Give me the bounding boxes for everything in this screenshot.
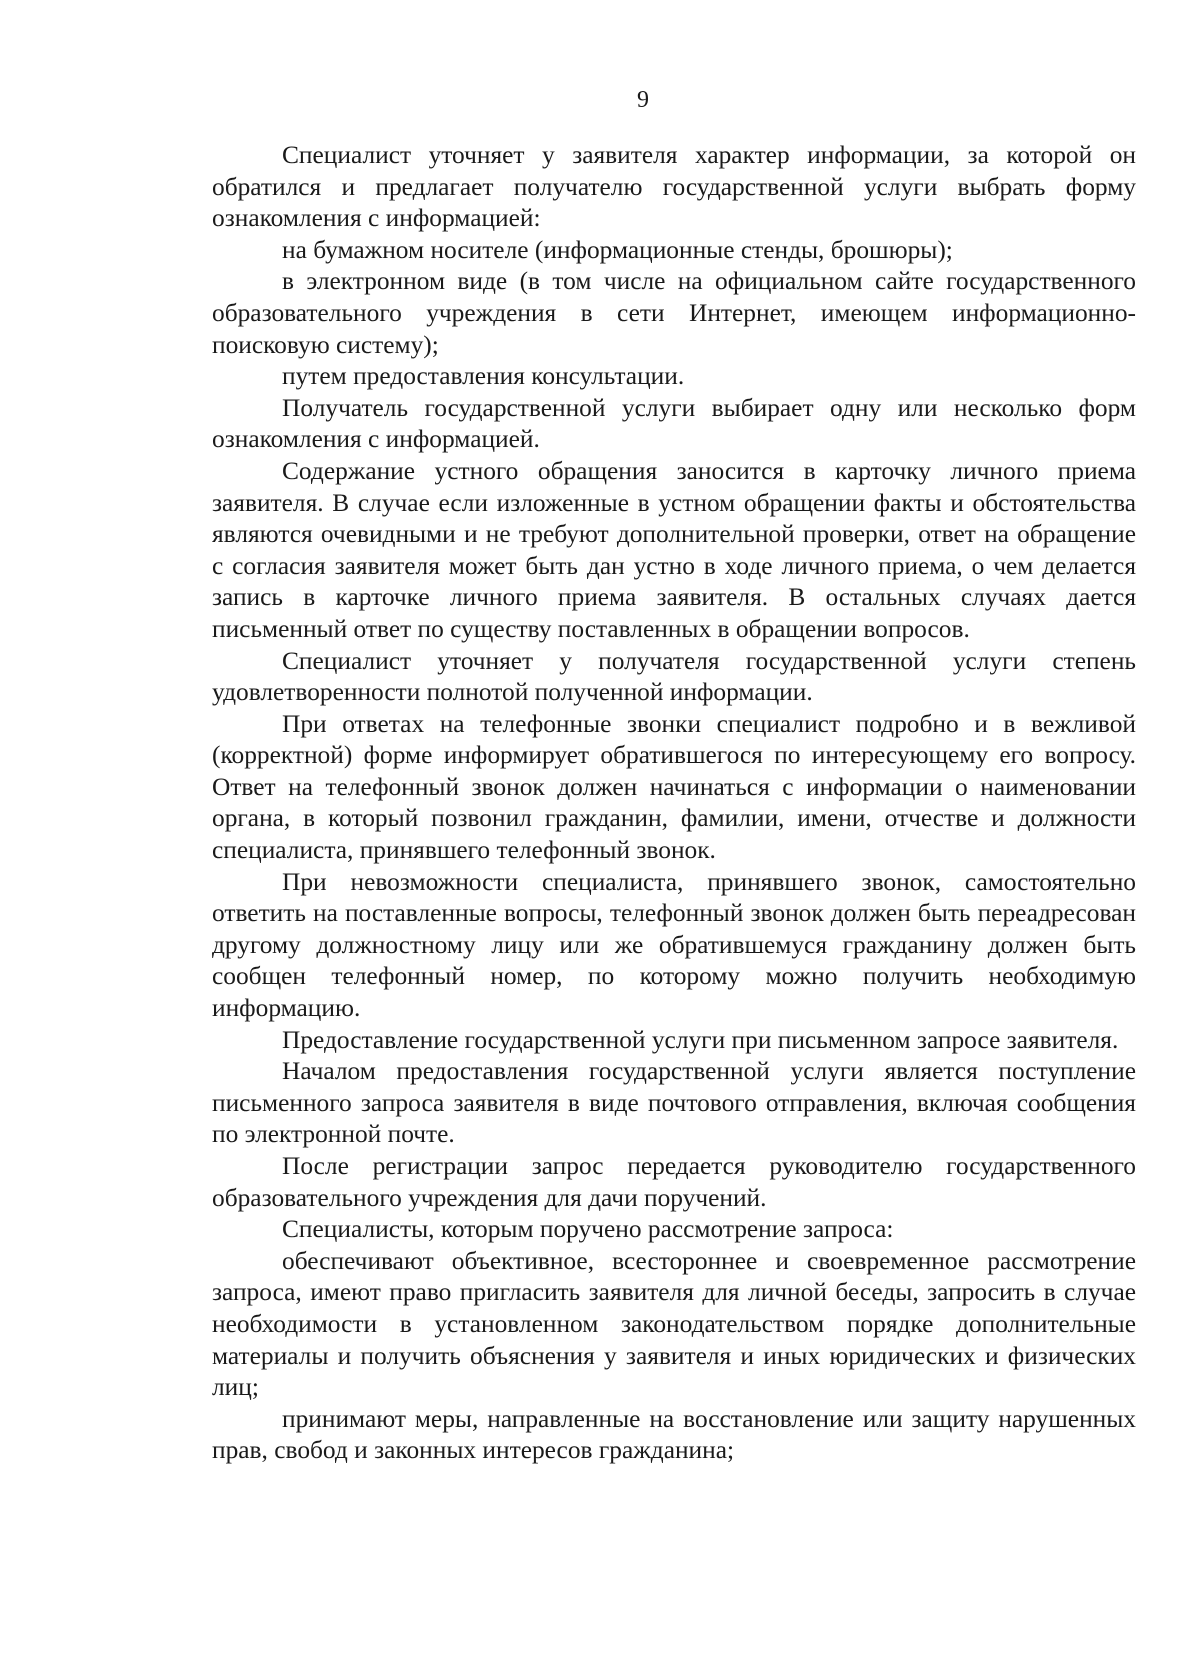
- paragraph: При невозможности специалиста, принявшего звонок, самостоятельно ответить на поставленные вопросы, телефонный звонок должен быть переадресован другому должностному лицу или же обратившемуся гражданину должен быть сообщен телефонный номер, по которому можно получить необходимую информацию.: [212, 867, 1136, 1023]
- paragraph: в электронном виде (в том числе на официальном сайте государственного образовательного учреждения в сети Интернет, имеющем информационно-поисковую систему);: [212, 267, 1136, 359]
- paragraph: Специалист уточняет у заявителя характер информации, за которой он обратился и предлагает получателю государственной услуги выбрать форму ознакомления с информацией:: [212, 141, 1136, 233]
- paragraph: Получатель государственной услуги выбирает одну или несколько форм ознакомления с информацией.: [212, 393, 1136, 454]
- paragraph: путем предоставления консультации.: [282, 362, 685, 391]
- paragraph: принимают меры, направленные на восстановление или защиту нарушенных прав, свобод и законных интересов гражданина;: [212, 1404, 1136, 1465]
- paragraph: Специалисты, которым поручено рассмотрение запроса:: [282, 1215, 894, 1244]
- paragraph: При ответах на телефонные звонки специалист подробно и в вежливой (корректной) форме информирует обратившегося по интересующему его вопросу. Ответ на телефонный звонок должен начинаться с информации о наименовании органа, в который позвонил гражданин, фамилии, имени, отчестве и должности специалиста, принявшего телефонный звонок.: [212, 709, 1136, 865]
- paragraph: Содержание устного обращения заносится в карточку личного приема заявителя. В случае если изложенные в устном обращении факты и обстоятельства являются очевидными и не требуют дополнительной проверки, ответ на обращение с согласия заявителя может быть дан устно в ходе личного приема, о чем делается запись в карточке личного приема заявителя. В остальных случаях дается письменный ответ по существу поставленных в обращении вопросов.: [212, 456, 1136, 643]
- paragraph: Началом предоставления государственной услуги является поступление письменного запроса заявителя в виде почтового отправления, включая сообщения по электронной почте.: [212, 1057, 1136, 1149]
- paragraph: Специалист уточняет у получателя государственной услуги степень удовлетворенности полнотой полученной информации.: [212, 646, 1136, 707]
- paragraph: Предоставление государственной услуги при письменном запросе заявителя.: [282, 1025, 1119, 1054]
- paragraph: на бумажном носителе (информационные стенды, брошюры);: [282, 235, 953, 264]
- page-number: 9: [637, 87, 649, 113]
- paragraph: обеспечивают объективное, всестороннее и своевременное рассмотрение запроса, имеют право пригласить заявителя для личной беседы, запросить в случае необходимости в установленном законодательством порядке дополнительные материалы и получить объяснения у заявителя и иных юридических и физических лиц;: [212, 1246, 1136, 1402]
- paragraph: После регистрации запрос передается руководителю государственного образовательного учреждения для дачи поручений.: [212, 1152, 1136, 1212]
- document-body: [212, 140, 1136, 1467]
